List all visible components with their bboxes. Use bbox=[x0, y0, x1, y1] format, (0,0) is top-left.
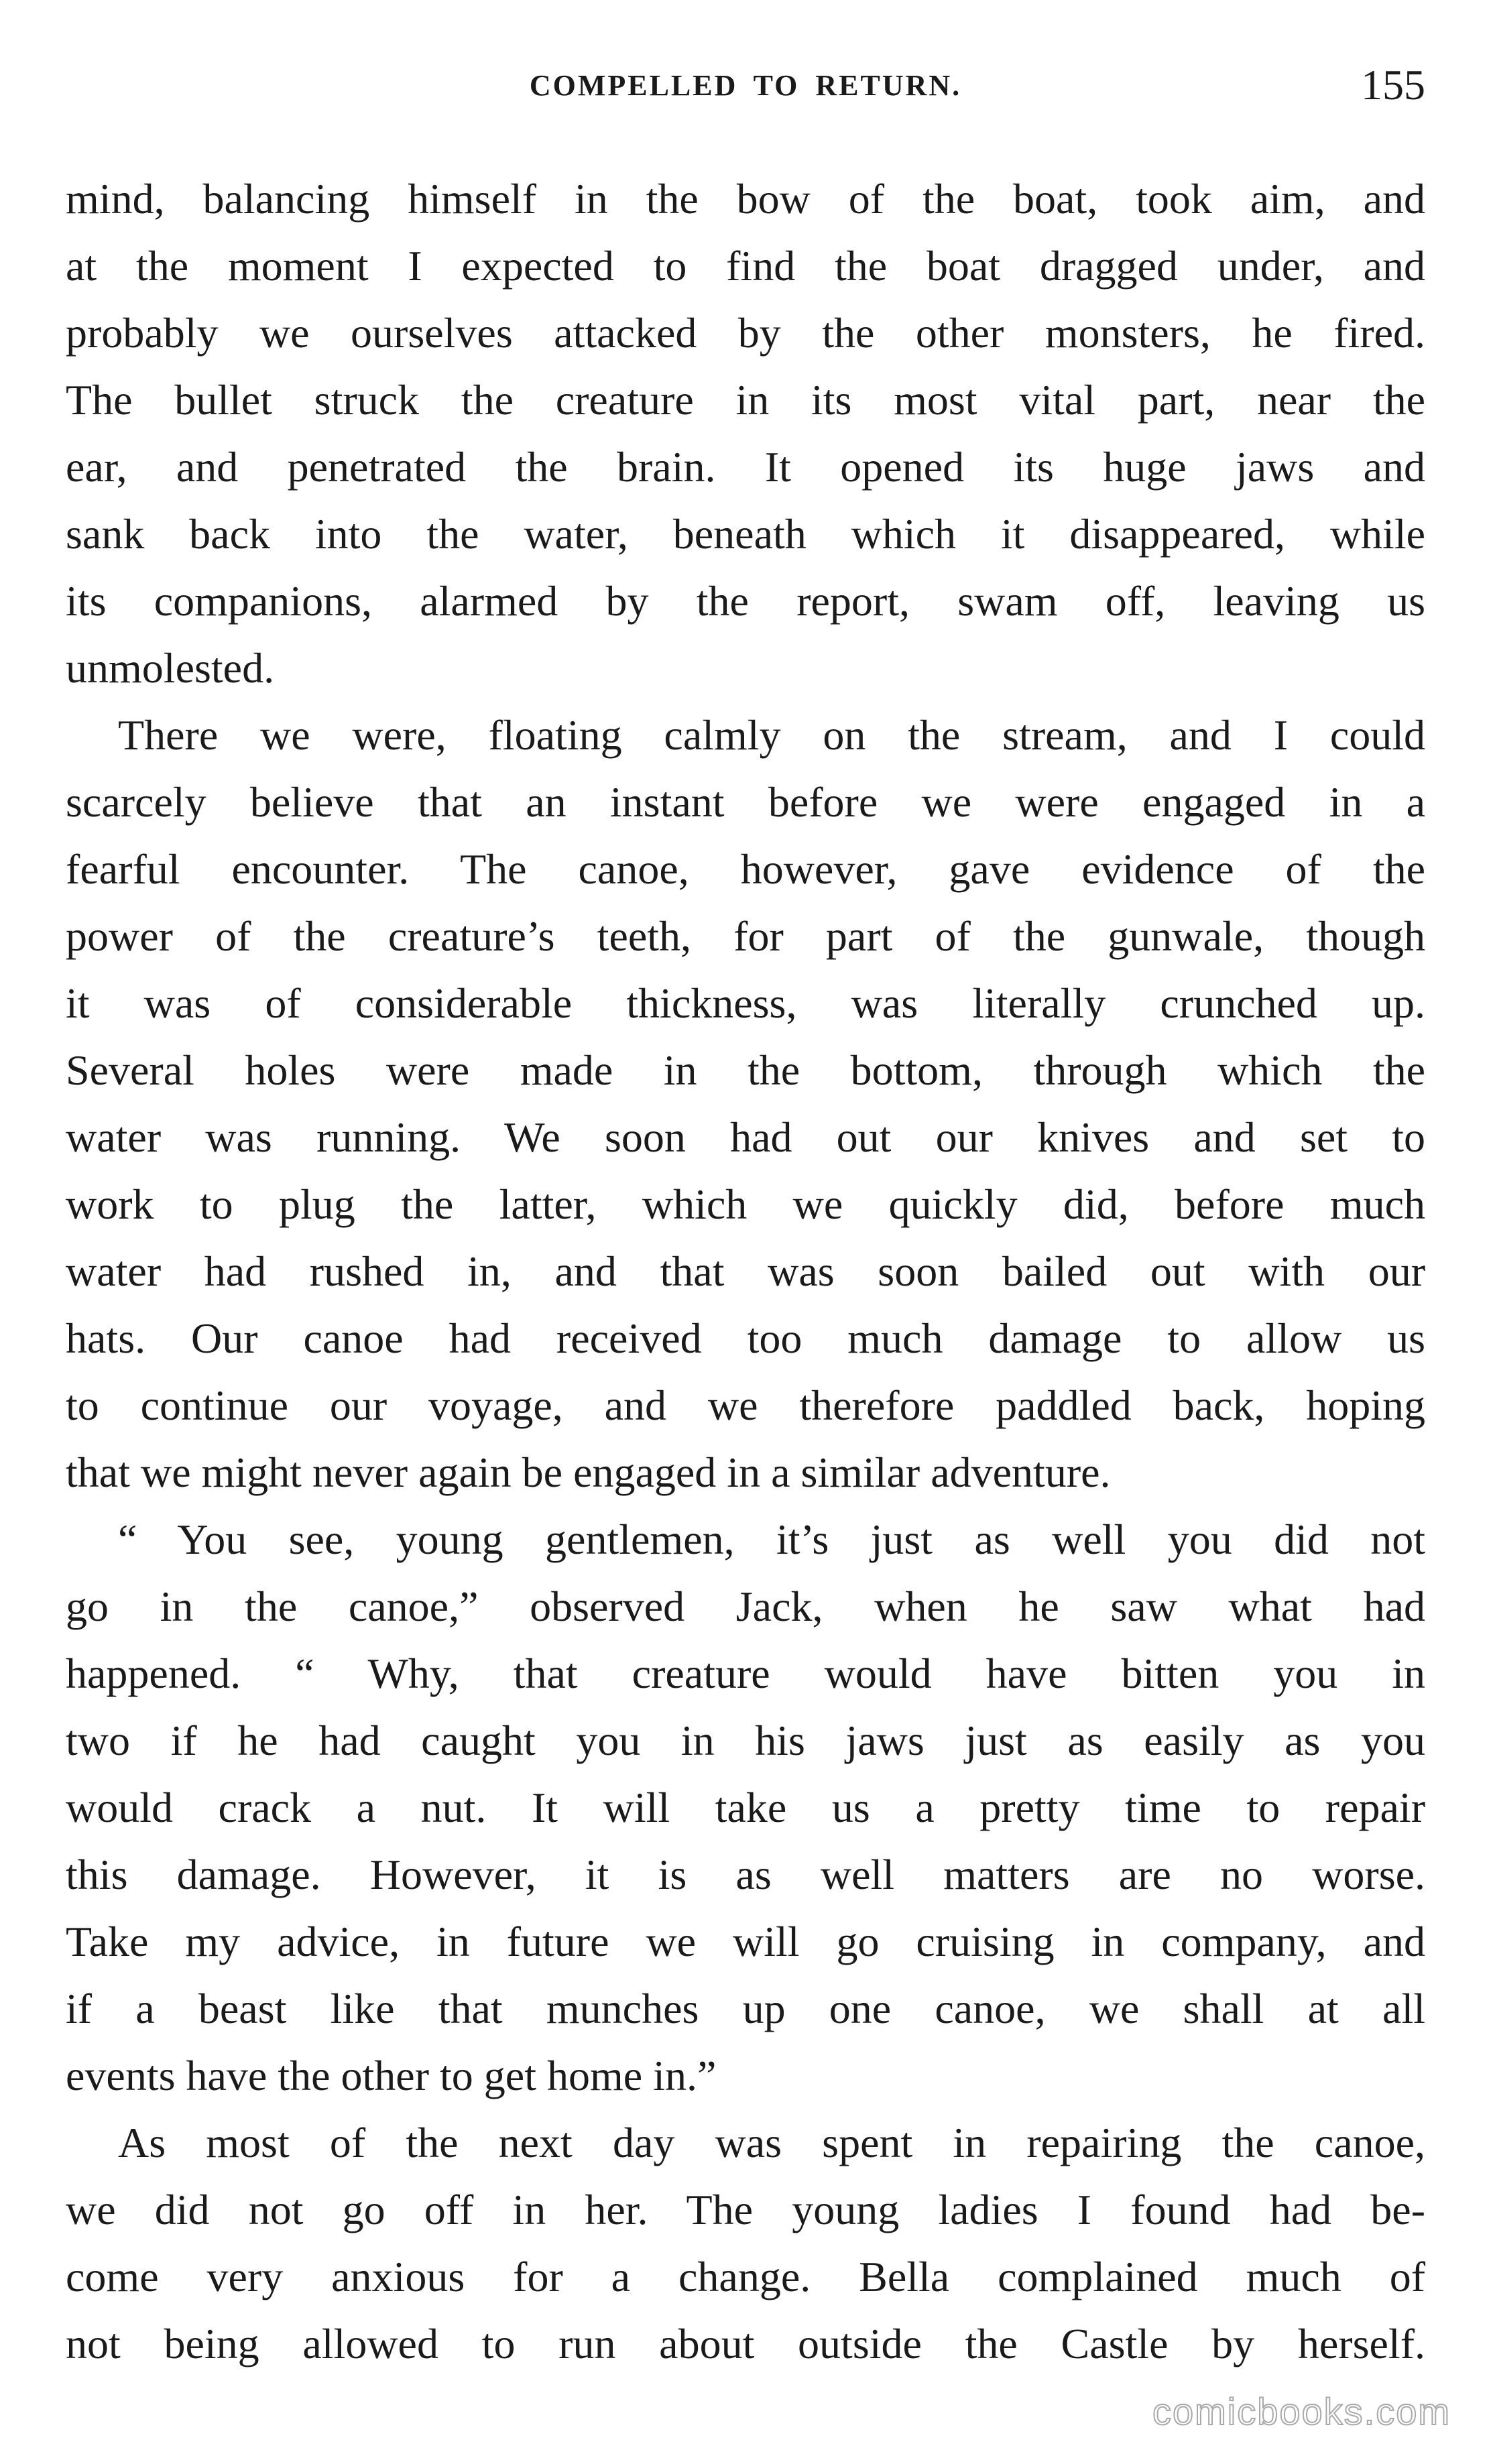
text-line: not being allowed to run about outside the Castle by herself. bbox=[66, 2320, 1425, 2367]
text-line: would crack a nut. It will take us a pretty time to repair bbox=[66, 1784, 1425, 1831]
text-line: As most of the next day was spent in repairing the canoe, bbox=[118, 2119, 1425, 2166]
text-line: go in the canoe,” observed Jack, when he saw what had bbox=[66, 1583, 1425, 1630]
text-line: scarcely believe that an instant before we were engaged in a bbox=[66, 778, 1425, 826]
text-line: we did not go off in her. The young ladies I found had be- bbox=[66, 2186, 1425, 2233]
page-number: 155 bbox=[1361, 61, 1425, 109]
text-line: if a beast like that munches up one canoe, we shall at all bbox=[66, 1985, 1425, 2032]
text-line: its companions, alarmed by the report, swam off, leaving us bbox=[66, 577, 1425, 625]
text-line: water had rushed in, and that was soon bailed out with our bbox=[66, 1247, 1425, 1295]
text-line: come very anxious for a change. Bella complained much of bbox=[66, 2253, 1425, 2300]
text-line: hats. Our canoe had received too much damage to allow us bbox=[66, 1314, 1425, 1362]
text-line: mind, balancing himself in the bow of the boat, took aim, and bbox=[66, 175, 1425, 223]
text-line: events have the other to get home in.” bbox=[66, 2052, 717, 2099]
text-line: to continue our voyage, and we therefore paddled back, hoping bbox=[66, 1381, 1425, 1429]
text-line: Take my advice, in future we will go cruising in company, and bbox=[66, 1918, 1425, 1965]
watermark: comicbooks.com bbox=[1152, 2390, 1451, 2432]
text-line: ear, and penetrated the brain. It opened its huge jaws and bbox=[66, 443, 1425, 491]
text-line: power of the creature’s teeth, for part of the gunwale, though bbox=[66, 912, 1425, 960]
text-line: happened. “ Why, that creature would have bitten you in bbox=[66, 1650, 1425, 1697]
text-line: work to plug the latter, which we quickly did, before much bbox=[66, 1180, 1425, 1228]
text-line: There we were, floating calmly on the stream, and I could bbox=[118, 711, 1425, 759]
text-line: The bullet struck the creature in its most vital part, near the bbox=[66, 376, 1425, 424]
text-line: unmolested. bbox=[66, 644, 275, 692]
text-line: fearful encounter. The canoe, however, gave evidence of the bbox=[66, 845, 1425, 893]
running-head bbox=[66, 61, 1425, 118]
text-line: probably we ourselves attacked by the other monsters, he fired. bbox=[66, 309, 1425, 357]
text-line: water was running. We soon had out our knives and set to bbox=[66, 1113, 1425, 1161]
text-line: it was of considerable thickness, was literally crunched up. bbox=[66, 979, 1425, 1027]
text-line: Several holes were made in the bottom, through which the bbox=[66, 1046, 1425, 1094]
text-line: sank back into the water, beneath which it disappeared, while bbox=[66, 510, 1425, 558]
text-line: “ You see, young gentlemen, it’s just as well you did not bbox=[118, 1516, 1425, 1563]
running-title: COMPELLED TO RETURN. bbox=[529, 69, 962, 102]
text-line: at the moment I expected to find the boat dragged under, and bbox=[66, 242, 1425, 290]
text-line: that we might never again be engaged in a similar adventure. bbox=[66, 1449, 1111, 1496]
text-line: this damage. However, it is as well matters are no worse. bbox=[66, 1851, 1425, 1898]
text-line: two if he had caught you in his jaws just as easily as you bbox=[66, 1717, 1425, 1764]
